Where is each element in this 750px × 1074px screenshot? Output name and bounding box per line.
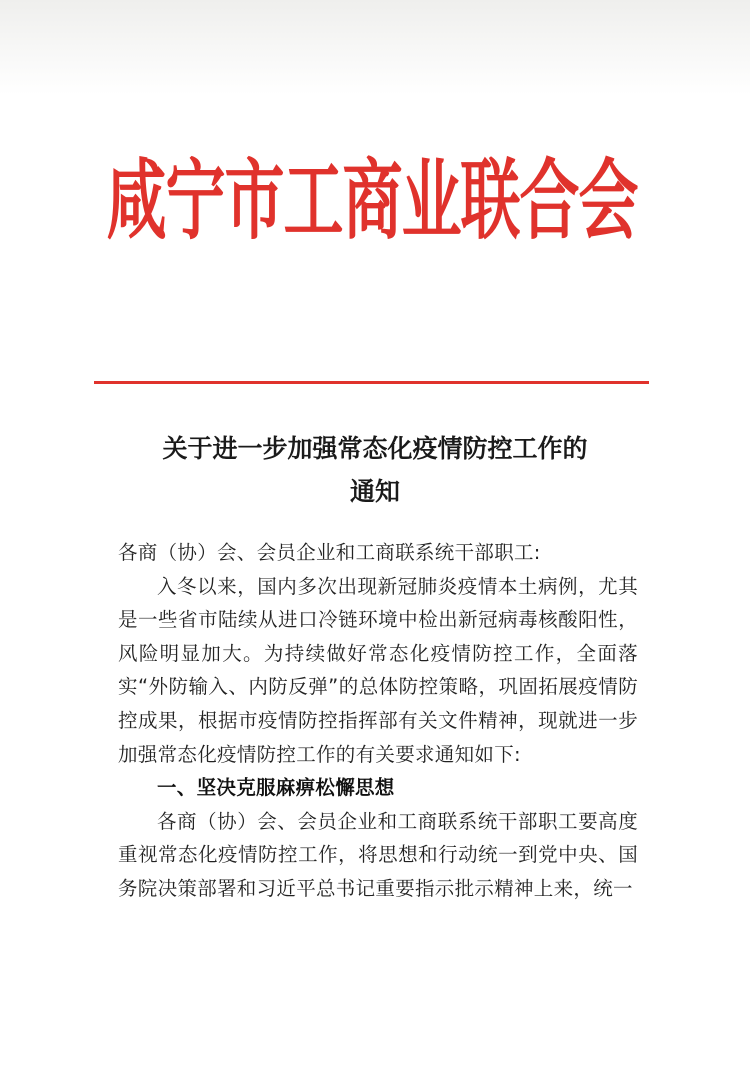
letterhead-organization: 咸宁市工商业联合会 bbox=[106, 150, 638, 253]
document-title bbox=[80, 427, 670, 513]
document-title-line2: 通知 bbox=[349, 477, 400, 506]
salutation: 各商（协）会、会员企业和工商联系统干部职工: bbox=[118, 541, 541, 564]
paragraph-intro: 入冬以来，国内多次出现新冠肺炎疫情本土病例，尤其是一些省市陆续从进口冷链环境中检出新冠病毒核酸阳性，风险明显加大。为持续做好常态化疫情防控工作，全面落实“外防输入、内防反弹”的总体防控策略，巩固拓展疫情防控成果，根据市疫情防控指挥部有关文件精神，现就进一步加强常态化疫情防控工作的有关要求通知如下: bbox=[118, 574, 638, 766]
document-body bbox=[118, 536, 638, 906]
paragraph-section1: 各商（协）会、会员企业和工商联系统干部职工要高度重视常态化疫情防控工作，将思想和行动统一到党中央、国务院决策部署和习近平总书记重要指示批示精神上来，统一 bbox=[118, 809, 638, 900]
document-title-line1: 关于进一步加强常态化疫情防控工作的 bbox=[162, 434, 588, 463]
section-heading-1: 一、坚决克服麻痹松懈思想 bbox=[157, 776, 395, 800]
letterhead-red-rule bbox=[94, 381, 649, 384]
scan-shadow bbox=[0, 0, 750, 95]
